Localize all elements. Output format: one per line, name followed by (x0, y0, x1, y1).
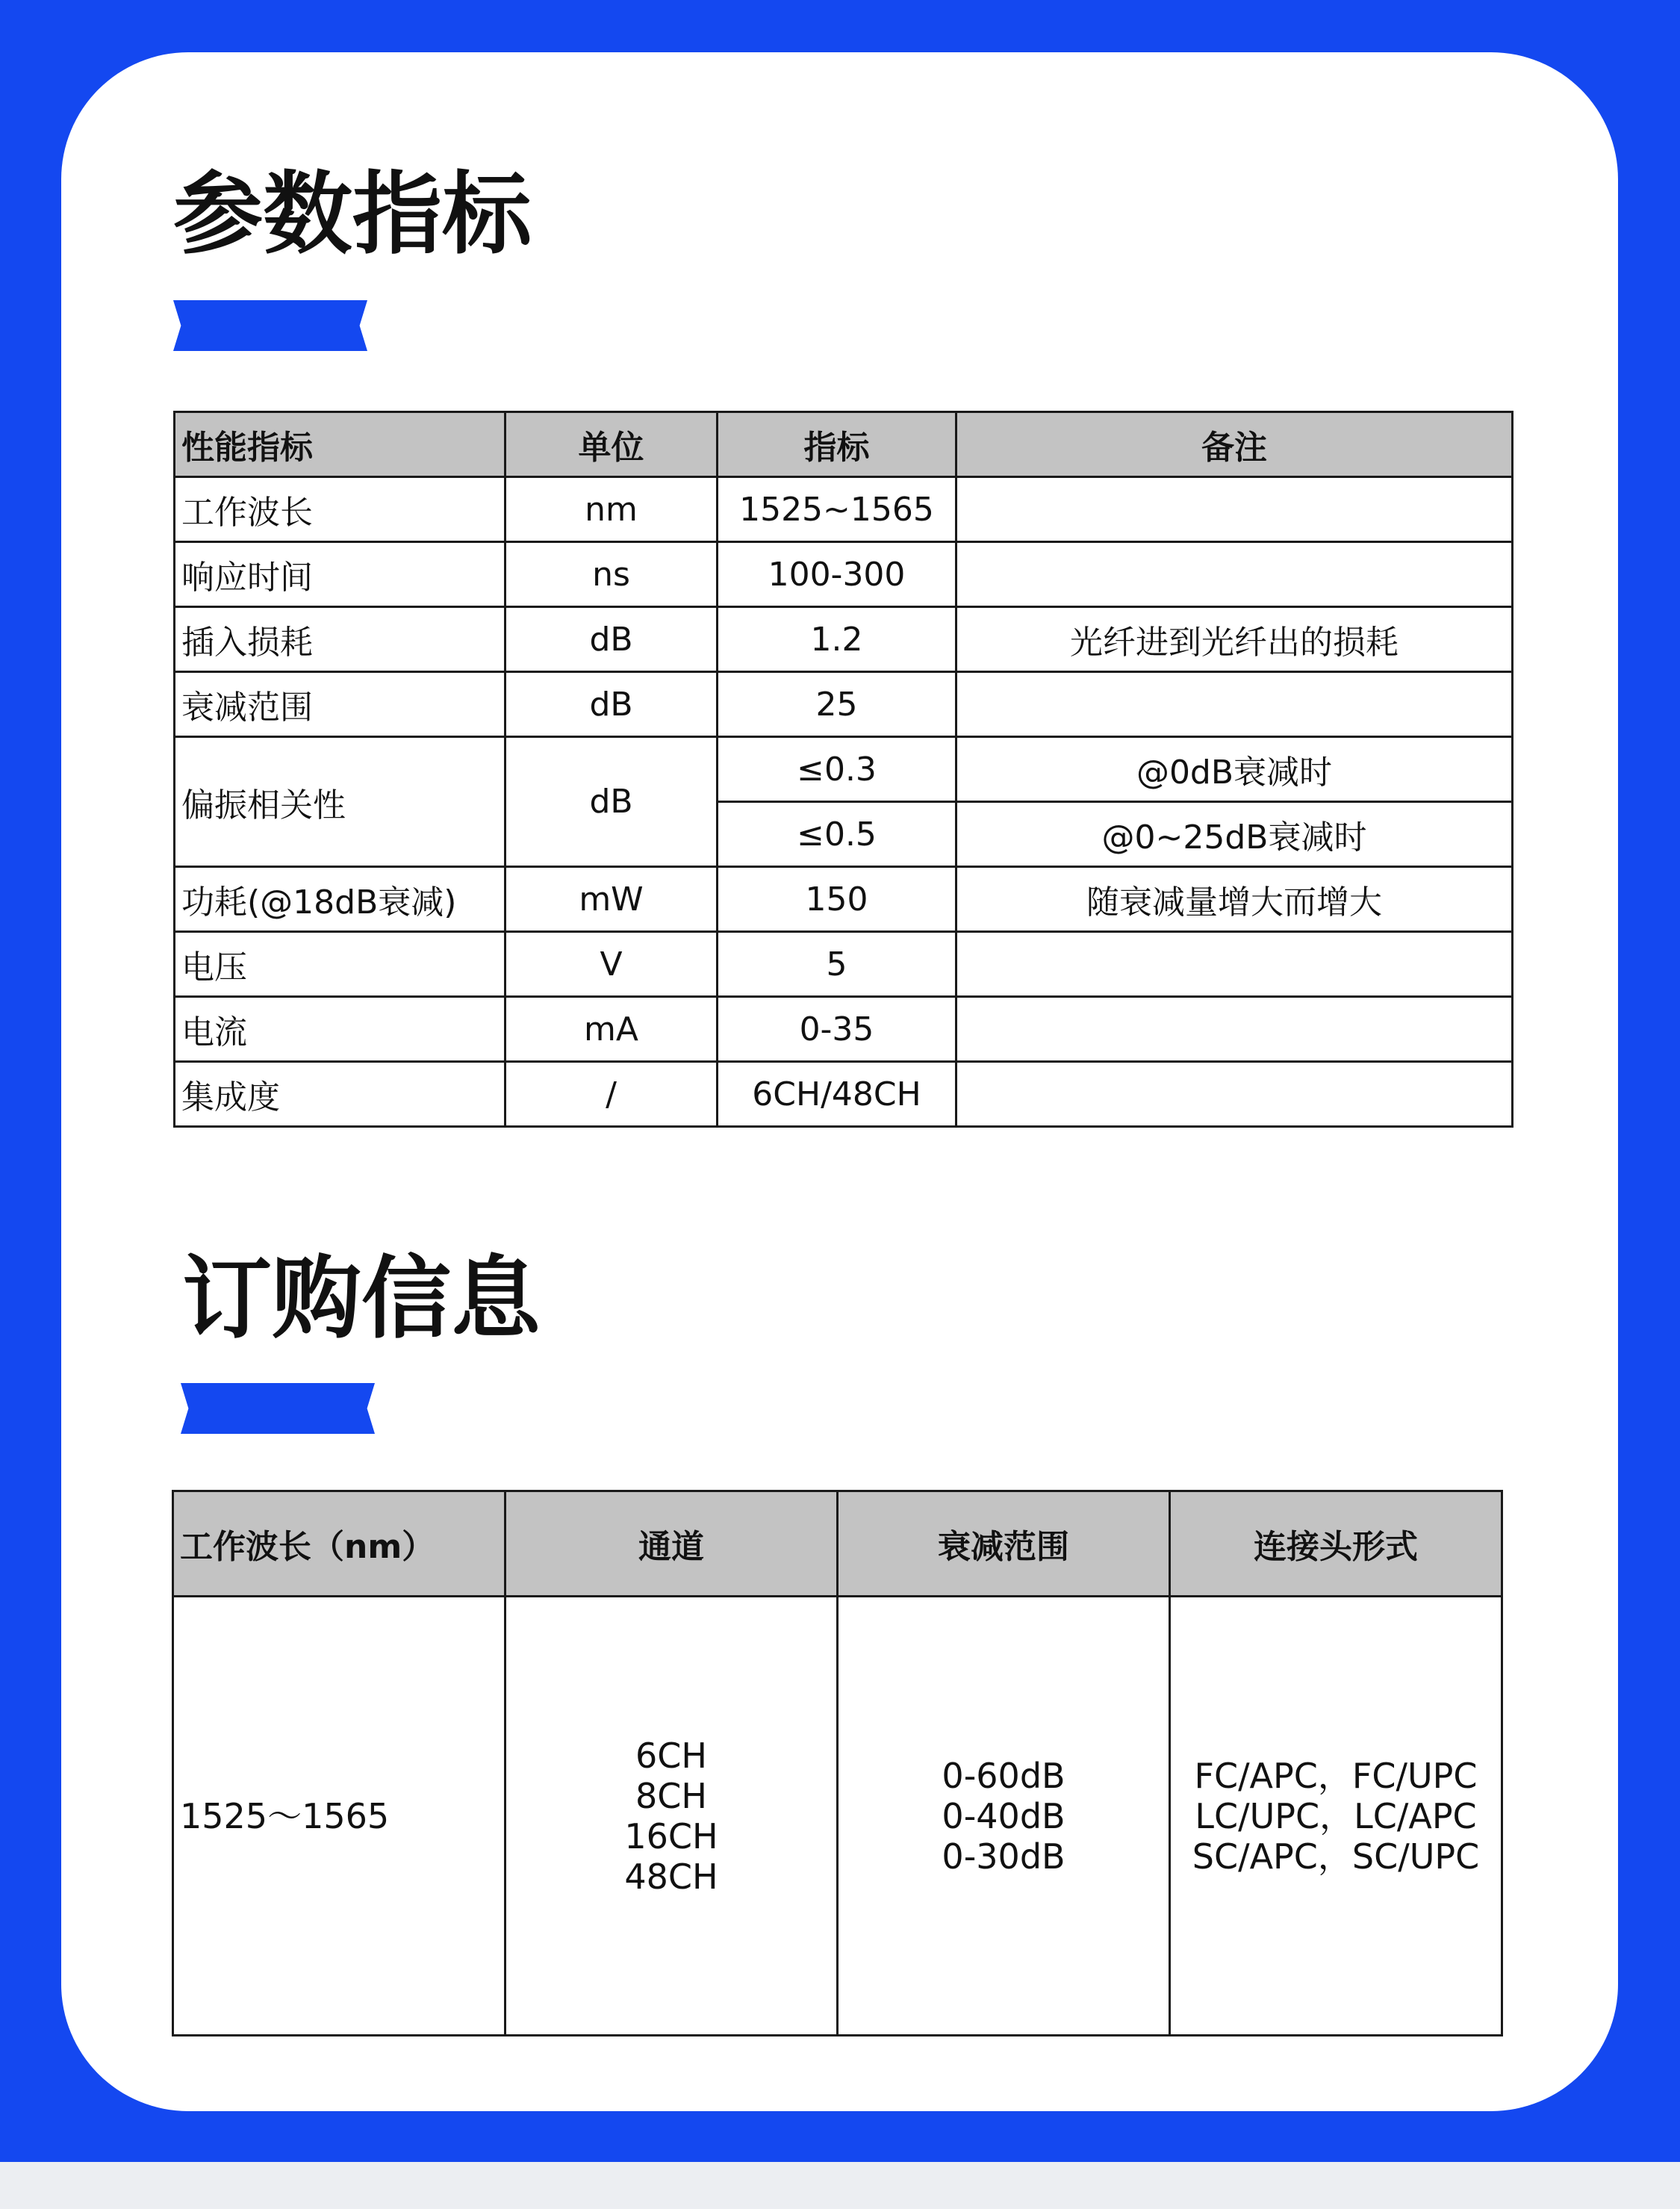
order-cell-wavelength: 1525～1565 (173, 1597, 505, 2036)
spec-cell-unit: V (505, 932, 718, 997)
spec-cell-value: 150 (718, 867, 956, 932)
order-section-title: 订购信息 (182, 1247, 541, 1351)
table-row (175, 607, 1513, 672)
order-cell-connector (1170, 1597, 1502, 2036)
spec-cell-unit: mA (505, 997, 718, 1062)
spec-cell-name: 衰减范围 (175, 672, 505, 737)
title-underline-flag (181, 1383, 375, 1434)
table-row (175, 737, 1513, 802)
spec-cell-value: 0-35 (718, 997, 956, 1062)
spec-cell-value: 1.2 (718, 607, 956, 672)
spec-cell-name: 工作波长 (175, 477, 505, 542)
table-row (175, 672, 1513, 737)
order-header-attenuation: 衰减范围 (838, 1491, 1170, 1597)
table-row (175, 477, 1513, 542)
spec-cell-note: @0dB衰减时 (956, 737, 1513, 802)
title-underline-flag (173, 300, 367, 351)
attenuation-option: 0-60dB (942, 1755, 1065, 1796)
spec-cell-note (956, 542, 1513, 607)
table-row (175, 1062, 1513, 1127)
order-header-channels: 通道 (505, 1491, 838, 1597)
spec-cell-value: 6CH/48CH (718, 1062, 956, 1127)
order-header-connector: 连接头形式 (1170, 1491, 1502, 1597)
spec-cell-unit: / (505, 1062, 718, 1127)
spec-cell-name: 插入损耗 (175, 607, 505, 672)
spec-header-name: 性能指标 (175, 412, 505, 477)
spec-cell-value: ≤0.5 (718, 802, 956, 867)
spec-cell-unit: ns (505, 542, 718, 607)
connector-option: FC/APC，FC/UPC (1194, 1755, 1478, 1796)
table-row (175, 542, 1513, 607)
order-table (172, 1490, 1503, 2036)
spec-cell-note (956, 1062, 1513, 1127)
spec-cell-note (956, 477, 1513, 542)
order-table-header-row (173, 1491, 1502, 1597)
spec-cell-unit: mW (505, 867, 718, 932)
spec-section-title: 参数指标 (173, 163, 532, 267)
spec-cell-note: @0~25dB衰减时 (956, 802, 1513, 867)
spec-cell-note: 光纤进到光纤出的损耗 (956, 607, 1513, 672)
channel-option: 8CH (635, 1775, 707, 1816)
spec-cell-value: 25 (718, 672, 956, 737)
spec-header-unit: 单位 (505, 412, 718, 477)
spec-header-note: 备注 (956, 412, 1513, 477)
spec-cell-unit: dB (505, 607, 718, 672)
attenuation-option: 0-30dB (942, 1836, 1065, 1877)
spec-header-value: 指标 (718, 412, 956, 477)
table-row (175, 997, 1513, 1062)
spec-cell-note (956, 672, 1513, 737)
channel-option: 48CH (624, 1856, 718, 1897)
spec-cell-name: 集成度 (175, 1062, 505, 1127)
spec-cell-unit: dB (505, 672, 718, 737)
spec-cell-value: 100-300 (718, 542, 956, 607)
spec-cell-value: 5 (718, 932, 956, 997)
spec-cell-name: 电流 (175, 997, 505, 1062)
spec-cell-note (956, 997, 1513, 1062)
order-cell-channels (505, 1597, 838, 2036)
spec-cell-unit: nm (505, 477, 718, 542)
table-row (175, 932, 1513, 997)
spec-cell-name: 电压 (175, 932, 505, 997)
attenuation-option: 0-40dB (942, 1795, 1065, 1836)
channel-option: 6CH (635, 1735, 707, 1776)
table-row (173, 1597, 1502, 2036)
order-cell-attenuation (838, 1597, 1170, 2036)
spec-cell-name: 偏振相关性 (175, 737, 505, 867)
spec-cell-name: 功耗(@18dB衰减) (175, 867, 505, 932)
spec-table-header-row (175, 412, 1513, 477)
bottom-strip (0, 2162, 1680, 2209)
spec-table (173, 411, 1513, 1128)
connector-option: SC/APC，SC/UPC (1192, 1836, 1480, 1877)
spec-cell-note (956, 932, 1513, 997)
table-row (175, 867, 1513, 932)
spec-cell-unit: dB (505, 737, 718, 867)
order-header-wavelength: 工作波长（nm） (173, 1491, 505, 1597)
connector-option: LC/UPC，LC/APC (1195, 1795, 1477, 1836)
spec-cell-name: 响应时间 (175, 542, 505, 607)
spec-cell-value: ≤0.3 (718, 737, 956, 802)
channel-option: 16CH (624, 1815, 718, 1857)
spec-cell-note: 随衰减量增大而增大 (956, 867, 1513, 932)
spec-cell-value: 1525~1565 (718, 477, 956, 542)
